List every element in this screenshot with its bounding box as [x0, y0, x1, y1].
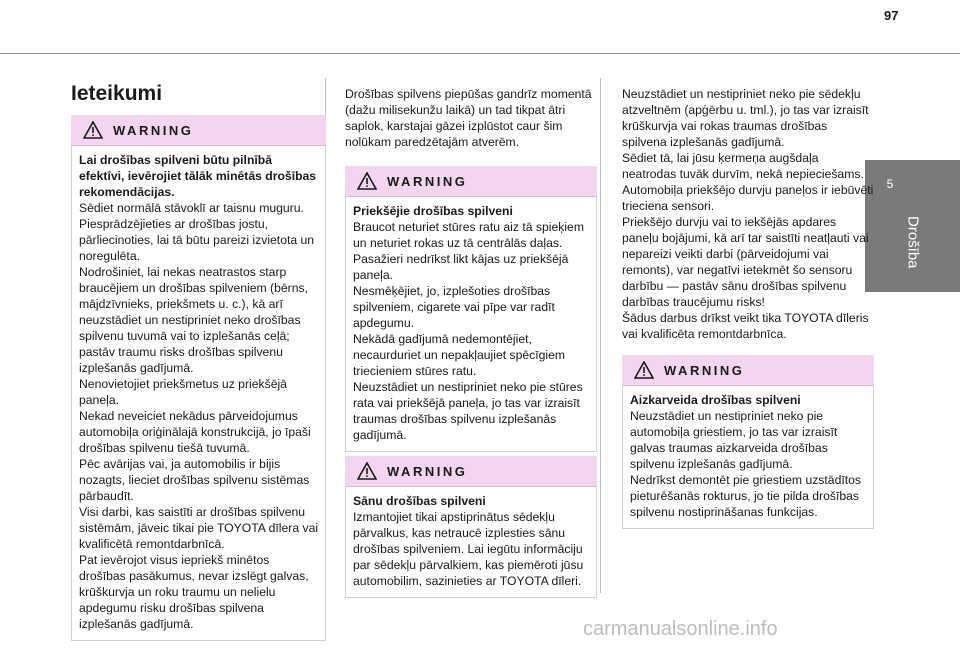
page-title: Ieteikumi — [71, 82, 163, 105]
warning-header — [622, 355, 874, 386]
warning-text: Sēdiet normālā stāvoklī ar taisnu muguru. Piesprādzējieties ar drošības jostu, pārliecinoties, lai tā būtu pareizi izvietota un noregulēta. Nodrošiniet, lai nekas neatrastos starp braucējiem un drošības spilveniem (bērns, mājdzīvnieks, priekšmets u. c.), kā arī neuzstādiet un nestipriniet neko drošības spilvenu tuvumā vai to izplešanās ceļā; pastāv traumu risks drošības spilvenu izplešanās gadījumā. Nenovietojiet priekšmetus uz priekšējā paneļa. Nekad neveiciet nekādus pārveidojumus automobiļa oriģinālajā konstrukcijā, jo īpaši drošības spilvenu tiešā tuvumā. Pēc avārijas vai, ja automobilis ir bijis nozagts, lieciet drošības spilvenu sistēmas pārbaudīt. Visi darbi, kas saistīti ar drošības spilvenu sistēmām, jāveic tikai pie TOYOTA dīlera vai kvalificētā remontdarbnīcā. Pat ievērojot visus iepriekš minētos drošības pasākumus, nevar izslēgt galvas, krūškurvja un roku traumu un nelielu apdegumu risku drošības spilvena izplešanās gadījumā. — [79, 201, 319, 631]
warning-body — [345, 487, 597, 598]
warning-header — [345, 166, 597, 197]
intro-paragraph: Drošības spilvens piepūšas gandrīz momentā (dažu milisekunžu laikā) un tad tikpat ātri saplok, karstajai gāzei izplūstot caur šim nolūkam paredzētajām atverēm. — [345, 87, 592, 149]
intro-paragraph: Neuzstādiet un nestipriniet neko pie sēdekļu atzveltnēm (apģērbu u. tml.), jo tas var izraisīt krūškurvja vai rokas traumas drošības spilvena izplešanās gadījumā. Sēdiet tā, lai jūsu ķermeņa augšdaļa neatrodas tuvāk durvīm, nekā nepieciešams. Automobiļa priekšējo durvju paneļos ir iebūvēti trieciena sensori. Priekšējo durvju vai to iekšējās apdares paneļu bojājumi, kā arī tar saistīti neatļauti vai nepareizi veikti darbi (pārveidojumi vai remonts), var negatīvi ietekmēt šo sensoru darbību — pastāv sānu drošības spilvenu darbības traucējumu risks! Šādus darbus drīkst veikt tika TOYOTA dīleris vai kvalificēta remontdarbnīca. — [622, 87, 874, 341]
warning-body — [622, 386, 874, 529]
warning-triangle-icon — [357, 172, 377, 190]
chapter-label: Drošība — [904, 216, 922, 269]
warning-lead: Priekšējie drošības spilveni — [353, 204, 513, 218]
warning-body — [71, 146, 326, 641]
warning-title: WARNING — [387, 463, 468, 479]
column-2-intro — [345, 86, 595, 150]
page-number: 97 — [884, 8, 899, 23]
warning-text: Izmantojiet tikai apstiprinātus sēdekļu pārvalkus, kas netraucē izplesties sānu drošības spilveniem. Lai iegūtu informāciju par sēdekļu pārvalkiem, kas piemēroti jūsu automobilim, sazinieties ar TOYOTA dīleri. — [353, 510, 584, 588]
warning-body — [345, 197, 597, 452]
watermark: carmanualsonline.info — [583, 618, 778, 640]
top-divider — [0, 53, 960, 54]
warning-title: WARNING — [664, 362, 745, 378]
warning-lead: Aizkarveida drošības spilveni — [630, 393, 801, 407]
warning-triangle-icon — [634, 361, 654, 379]
chapter-number: 5 — [886, 177, 894, 191]
warning-title: WARNING — [113, 122, 194, 138]
warning-box-front — [345, 166, 597, 452]
warning-triangle-icon — [357, 462, 377, 480]
warning-box-side — [345, 456, 597, 598]
column-3-intro — [622, 86, 874, 342]
warning-header — [71, 115, 326, 146]
warning-box-general — [71, 115, 326, 641]
warning-title: WARNING — [387, 173, 468, 189]
warning-triangle-icon — [83, 121, 103, 139]
warning-header — [345, 456, 597, 487]
column-divider — [600, 78, 601, 593]
warning-lead: Lai drošības spilveni būtu pilnībā efektīvi, ievērojiet tālāk minētās drošības rekomendācijas. — [79, 153, 317, 199]
warning-text: Braucot neturiet stūres ratu aiz tā spieķiem un neturiet rokas uz tā centrālās daļas. Pasažieri nedrīkst likt kājas uz priekšējā paneļa. Nesmēķējiet, jo, izplešoties drošības spilveniem, cigarete vai pīpe var radīt apdegumu. Nekādā gadījumā nedemontējiet, necaurduriet un nepakļaujiet spēcīgiem triecieniem stūres ratu. Neuzstādiet un nestipriniet neko pie stūres rata vai priekšējā paneļa, jo tas var izraisīt traumas drošības spilvenu izplešanās gadījumā. — [353, 220, 584, 442]
warning-text: Neuzstādiet un nestipriniet neko pie automobiļa griestiem, jo tas var izraisīt galvas traumas aizkarveida drošības spilvenu izplešanās gadījumā. Nedrīkst demontēt pie griestiem uzstādītos pieturēšanās rokturus, jo tie pilda drošības spilvenu nostiprināšanas funkcijas. — [630, 409, 861, 519]
warning-box-curtain — [622, 355, 874, 529]
chapter-tab[interactable] — [865, 160, 960, 292]
warning-lead: Sānu drošības spilveni — [353, 494, 486, 508]
